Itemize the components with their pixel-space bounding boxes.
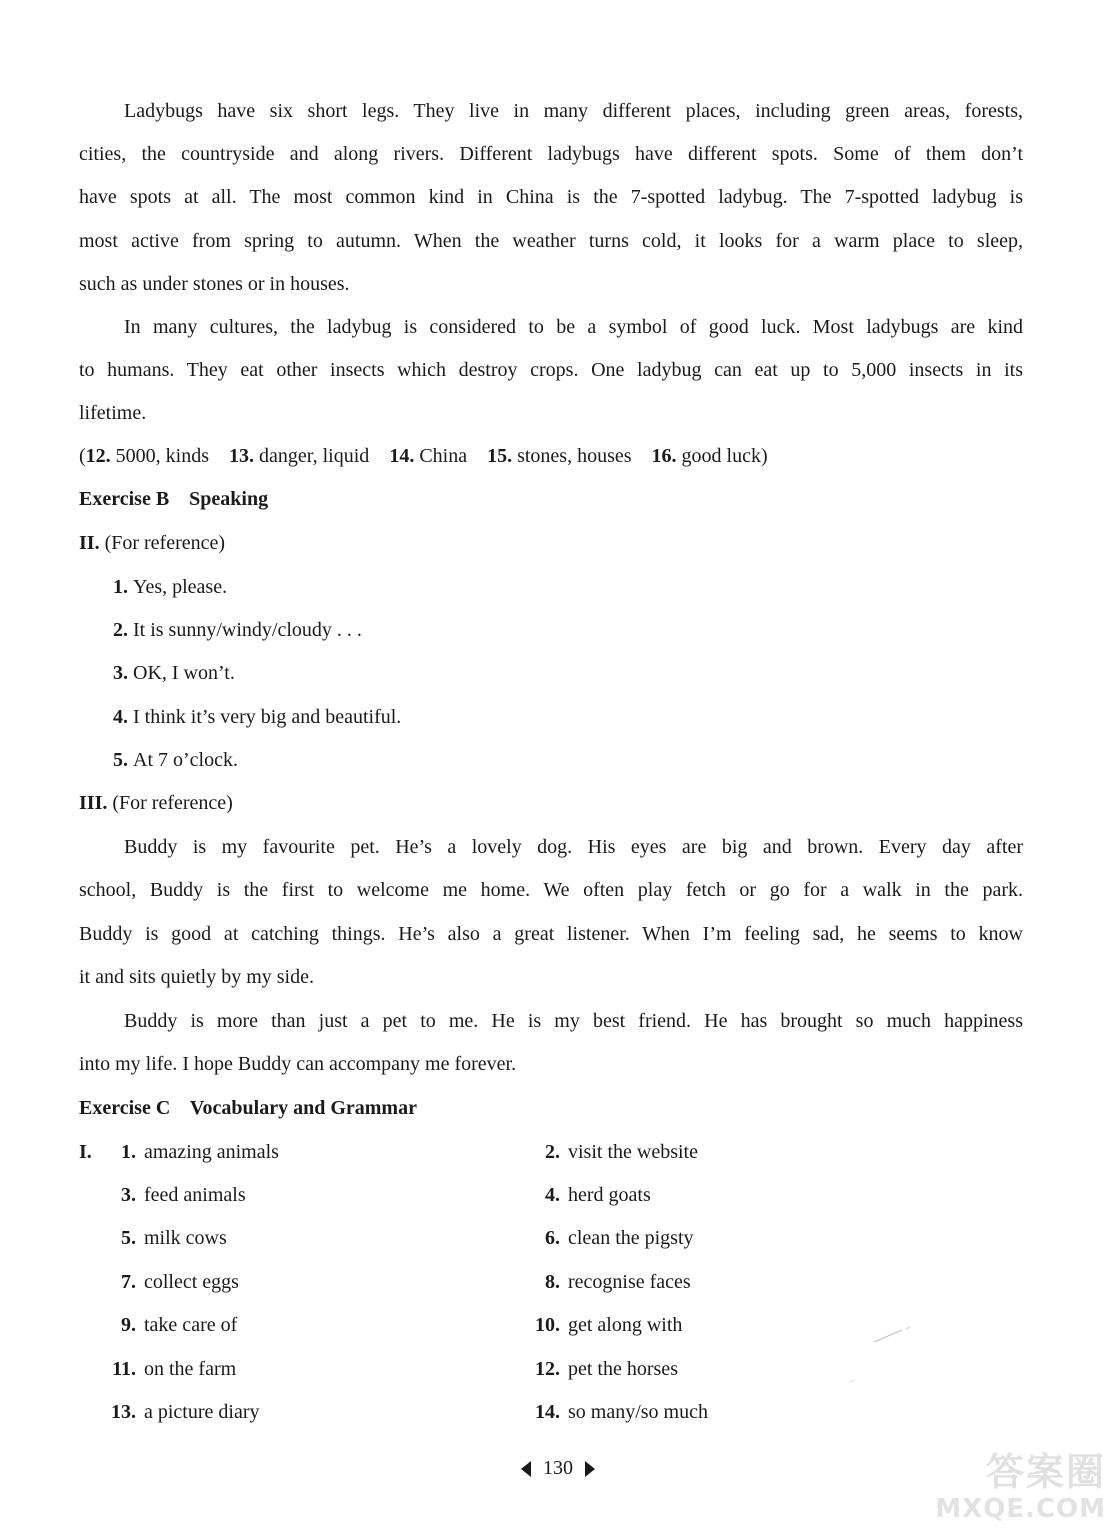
list-item: 2. It is sunny/windy/cloudy . . . (113, 619, 362, 641)
vocab-item: 9. take care of (121, 1314, 238, 1336)
essay-line: Buddy is good at catching things. He’s also a great listener. When I’m feeling sad, he seems to know (79, 923, 1023, 945)
essay-line: into my life. I hope Buddy can accompany me forever. (79, 1053, 517, 1075)
passage-line: In many cultures, the ladybug is considered to be a symbol of good luck. Most ladybugs are kind (124, 316, 1023, 338)
essay-line: Buddy is more than just a pet to me. He is my best friend. He has brought so much happiness (124, 1010, 1023, 1032)
essay-line: school, Buddy is the first to welcome me home. We often play fetch or go for a walk in the park. (79, 879, 1023, 901)
watermark-logo: 答案圈 (985, 1450, 1106, 1494)
essay-line: it and sits quietly by my side. (79, 966, 314, 988)
passage-line: have spots at all. The most common kind in China is the 7-spotted ladybug. The 7-spotted ladybug is (79, 186, 1023, 208)
vocab-item: 12. pet the horses (535, 1358, 678, 1380)
vocab-item: 13. a picture diary (111, 1401, 260, 1423)
vocab-item: 2. visit the website (545, 1141, 698, 1163)
watermark-url: MXQE.COM (935, 1494, 1106, 1524)
section-heading: Exercise C Vocabulary and Grammar (79, 1097, 417, 1119)
list-item: 5. At 7 o’clock. (113, 749, 238, 771)
subsection-header: II. (For reference) (79, 532, 226, 554)
passage-line: to humans. They eat other insects which destroy crops. One ladybug can eat up to 5,000 insects in its (79, 359, 1023, 381)
answer-key: (12. 5000, kinds 13. danger, liquid 14. China 15. stones, houses 16. good luck) (79, 445, 768, 467)
vocab-item: 5. milk cows (121, 1227, 227, 1249)
vocab-item: 1. amazing animals (121, 1141, 279, 1163)
list-item: 1. Yes, please. (113, 576, 228, 598)
subsection-label: I. (79, 1141, 92, 1163)
pencil-mark (840, 1320, 920, 1390)
page-number: 130 (543, 1457, 573, 1479)
left-arrow-icon (521, 1461, 531, 1477)
vocab-item: 10. get along with (535, 1314, 683, 1336)
vocab-item: 3. feed animals (121, 1184, 246, 1206)
vocab-item: 11. on the farm (112, 1358, 237, 1380)
passage-line: Ladybugs have six short legs. They live in many different places, including green areas, forests, (124, 100, 1023, 122)
passage-line: most active from spring to autumn. When the weather turns cold, it looks for a warm place to sleep, (79, 230, 1023, 252)
passage-line: lifetime. (79, 402, 147, 424)
essay-line: Buddy is my favourite pet. He’s a lovely dog. His eyes are big and brown. Every day after (124, 836, 1023, 858)
section-heading: Exercise B Speaking (79, 488, 269, 510)
subsection-header: III. (For reference) (79, 792, 233, 814)
vocab-item: 4. herd goats (545, 1184, 651, 1206)
vocab-item: 7. collect eggs (121, 1271, 239, 1293)
list-item: 4. I think it’s very big and beautiful. (113, 706, 402, 728)
vocab-item: 8. recognise faces (545, 1271, 691, 1293)
watermark (935, 1450, 1108, 1530)
passage-line: such as under stones or in houses. (79, 273, 350, 295)
right-arrow-icon (585, 1461, 595, 1477)
vocab-item: 14. so many/so much (535, 1401, 708, 1423)
passage-line: cities, the countryside and along rivers. Different ladybugs have different spots. Some of them don’t (79, 143, 1023, 165)
list-item: 3. OK, I won’t. (113, 662, 235, 684)
vocab-item: 6. clean the pigsty (545, 1227, 694, 1249)
